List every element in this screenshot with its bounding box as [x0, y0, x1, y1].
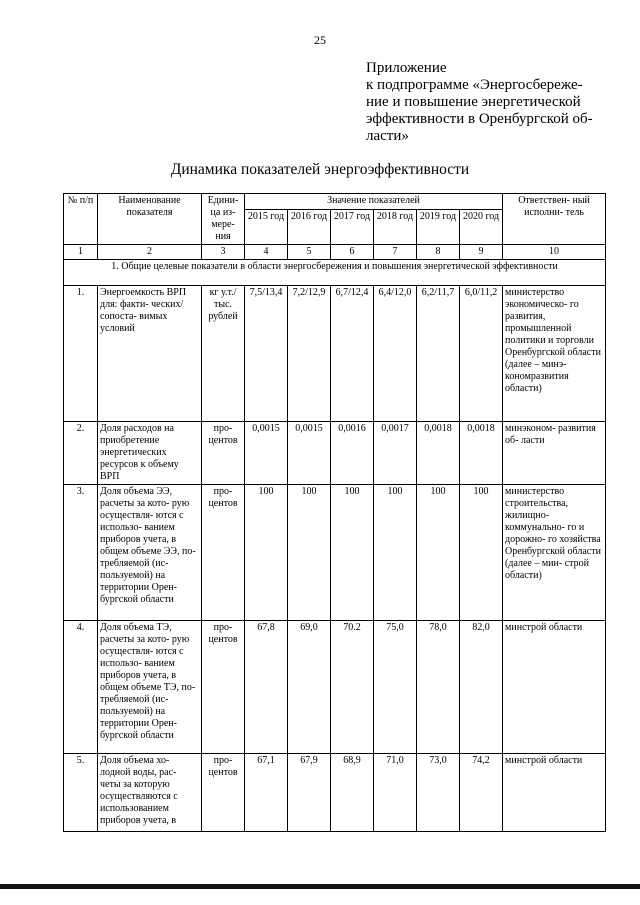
row-num: 2.	[64, 422, 98, 485]
indicators-table	[63, 193, 606, 832]
row-num: 1.	[64, 286, 98, 422]
unit: про- центов	[202, 621, 245, 754]
header-year: 2016 год	[288, 209, 331, 244]
value-cell: 70.2	[331, 621, 374, 754]
value-cell: 68,9	[331, 754, 374, 832]
value-cell: 6,4/12,0	[374, 286, 417, 422]
value-cell: 67,1	[245, 754, 288, 832]
value-cell: 100	[331, 485, 374, 621]
value-cell: 6,0/11,2	[460, 286, 503, 422]
document-title: Динамика показателей энергоэффективности	[170, 161, 470, 178]
column-number: 8	[417, 245, 460, 260]
value-cell: 67,9	[288, 754, 331, 832]
value-cell: 0,0015	[288, 422, 331, 485]
value-cell: 69,0	[288, 621, 331, 754]
row-num: 3.	[64, 485, 98, 621]
indicator-name: Доля расходов на приобретение энергетических ресурсов к объему ВРП	[98, 422, 202, 485]
header-year: 2020 год	[460, 209, 503, 244]
value-cell: 75,0	[374, 621, 417, 754]
section-row	[64, 260, 606, 286]
header-row	[64, 194, 606, 210]
table-row	[64, 485, 606, 621]
responsible: минэконом- развития об- ласти	[503, 422, 606, 485]
value-cell: 78,0	[417, 621, 460, 754]
header-num: № п/п	[64, 194, 98, 245]
unit: про- центов	[202, 422, 245, 485]
value-cell: 0,0018	[417, 422, 460, 485]
row-num: 4.	[64, 621, 98, 754]
indicator-name: Доля объема ТЭ, расчеты за кото- рую осуществля- ются с использо- ванием приборов учета, в общем объеме ТЭ, по- требляемой (ис- пользуемой) на территории Орен- бургской области	[98, 621, 202, 754]
value-cell: 100	[288, 485, 331, 621]
appendix-line: Приложение	[366, 60, 447, 76]
appendix-line: ние и повышение энергетической	[366, 94, 581, 110]
responsible: министерство экономическо- го развития, промышленной политики и торговли Оренбургской области (далее – минэ- кономразвития области)	[503, 286, 606, 422]
value-cell: 7,5/13,4	[245, 286, 288, 422]
table-row	[64, 754, 606, 832]
header-year: 2018 год	[374, 209, 417, 244]
column-number: 9	[460, 245, 503, 260]
column-numbers-row	[64, 245, 606, 260]
appendix-line: к подпрограмме «Энергосбереже-	[366, 77, 583, 93]
value-cell: 82,0	[460, 621, 503, 754]
row-num: 5.	[64, 754, 98, 832]
value-cell: 67,8	[245, 621, 288, 754]
value-cell: 73,0	[417, 754, 460, 832]
value-cell: 74,2	[460, 754, 503, 832]
table-row	[64, 422, 606, 485]
column-number: 3	[202, 245, 245, 260]
responsible: минстрой области	[503, 621, 606, 754]
value-cell: 0,0018	[460, 422, 503, 485]
value-cell: 100	[417, 485, 460, 621]
value-cell: 6,2/11,7	[417, 286, 460, 422]
indicator-name: Доля объема хо- лодной воды, рас- четы за которую осуществляются с использованием приборов учета, в	[98, 754, 202, 832]
table-row	[64, 286, 606, 422]
column-number: 1	[64, 245, 98, 260]
page-number: 25	[314, 33, 326, 47]
column-number: 10	[503, 245, 606, 260]
responsible: минстрой области	[503, 754, 606, 832]
header-year: 2019 год	[417, 209, 460, 244]
indicator-name: Доля объема ЭЭ, расчеты за кото- рую осуществля- ются с использо- ванием приборов учета, в общем объеме ЭЭ, по- требляемой (ис- пользуемой) на территории Орен- бургской области	[98, 485, 202, 621]
section-title: 1. Общие целевые показатели в области энергосбережения и повышения энергетической эффективности	[64, 260, 606, 286]
table-row	[64, 621, 606, 754]
indicator-name: Энергоемкость ВРП для: факти- ческих/ сопоста- вимых условий	[98, 286, 202, 422]
value-cell: 100	[460, 485, 503, 621]
header-year: 2015 год	[245, 209, 288, 244]
responsible: министерство строительства, жилищно- коммунально- го и дорожно- го хозяйства Оренбургской области (далее – мин- строй области)	[503, 485, 606, 621]
header-name: Наименование показателя	[98, 194, 202, 245]
value-cell: 100	[374, 485, 417, 621]
page-bottom-border	[0, 884, 640, 889]
unit: кг у.т./ тыс. рублей	[202, 286, 245, 422]
column-number: 4	[245, 245, 288, 260]
value-cell: 0,0015	[245, 422, 288, 485]
value-cell: 0,0017	[374, 422, 417, 485]
value-cell: 6,7/12,4	[331, 286, 374, 422]
unit: про- центов	[202, 754, 245, 832]
column-number: 6	[331, 245, 374, 260]
column-number: 7	[374, 245, 417, 260]
header-responsible: Ответствен- ный исполни- тель	[503, 194, 606, 245]
appendix-line: эффективности в Оренбургской об-	[366, 111, 593, 127]
unit: про- центов	[202, 485, 245, 621]
appendix-note	[366, 60, 606, 145]
value-cell: 0,0016	[331, 422, 374, 485]
column-number: 2	[98, 245, 202, 260]
appendix-line: ласти»	[366, 128, 409, 144]
column-number: 5	[288, 245, 331, 260]
value-cell: 71,0	[374, 754, 417, 832]
header-year: 2017 год	[331, 209, 374, 244]
header-values-group: Значение показателей	[245, 194, 503, 210]
value-cell: 100	[245, 485, 288, 621]
value-cell: 7,2/12,9	[288, 286, 331, 422]
header-unit: Едини- ца из- мере- ния	[202, 194, 245, 245]
